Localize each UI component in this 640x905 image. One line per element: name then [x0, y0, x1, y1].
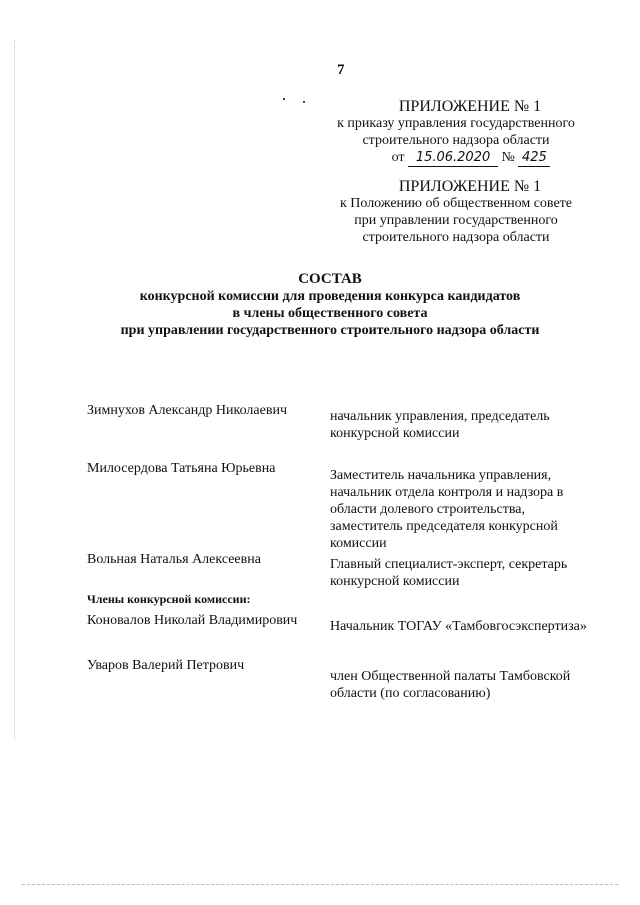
- page-number: 7: [337, 62, 345, 78]
- scan-speck: [303, 101, 305, 103]
- date-prefix: от: [391, 150, 405, 165]
- appendix-line: к приказу управления государственного: [337, 116, 575, 131]
- appendix-date-line: [330, 149, 582, 167]
- member-name: Вольная Наталья Алексеевна: [87, 552, 261, 567]
- appendix-line: к Положению об общественном совете: [339, 196, 573, 211]
- section-label: Члены конкурсной комиссии:: [87, 592, 251, 606]
- handwritten-number: 425: [518, 149, 550, 167]
- handwritten-date: 15.06.2020: [408, 149, 498, 167]
- appendix-title: ПРИЛОЖЕНИЕ № 1: [398, 178, 542, 195]
- member-name: Коновалов Николай Владимирович: [87, 613, 298, 628]
- scan-speck: [283, 98, 285, 100]
- member-role: Заместитель начальника управления, начальник отдела контроля и надзора в области долевого строительства, заместитель председателя конкурсной комиссии: [330, 468, 564, 551]
- member-role: Главный специалист-эксперт, секретарь конкурсной комиссии: [330, 557, 568, 589]
- heading-line: при управлении государственного строительного надзора области: [120, 323, 540, 338]
- member-name: Зимнухов Александр Николаевич: [87, 403, 287, 418]
- heading-line: в члены общественного совета: [232, 306, 428, 321]
- heading-title: СОСТАВ: [298, 271, 362, 287]
- member-role: Начальник ТОГАУ «Тамбовгосэкспертиза»: [330, 619, 587, 634]
- number-prefix: №: [501, 150, 515, 165]
- appendix-title: ПРИЛОЖЕНИЕ № 1: [398, 98, 542, 115]
- document-heading: [60, 270, 600, 339]
- appendix-line: строительного надзора области: [362, 230, 550, 245]
- member-name: Милосердова Татьяна Юрьевна: [87, 461, 276, 476]
- appendix-regulation-block: [330, 178, 582, 246]
- appendix-order-block: [330, 98, 582, 167]
- member-role: член Общественной палаты Тамбовской области (по согласованию): [330, 669, 571, 701]
- member-role: начальник управления, председатель конкурсной комиссии: [330, 409, 550, 441]
- member-name: Уваров Валерий Петрович: [87, 658, 245, 673]
- heading-line: конкурсной комиссии для проведения конкурса кандидатов: [139, 289, 521, 304]
- appendix-line: при управлении государственного: [354, 213, 558, 228]
- scan-edge-marks: [14, 40, 16, 740]
- scan-bottom-edge: [22, 884, 618, 886]
- appendix-line: строительного надзора области: [362, 133, 550, 148]
